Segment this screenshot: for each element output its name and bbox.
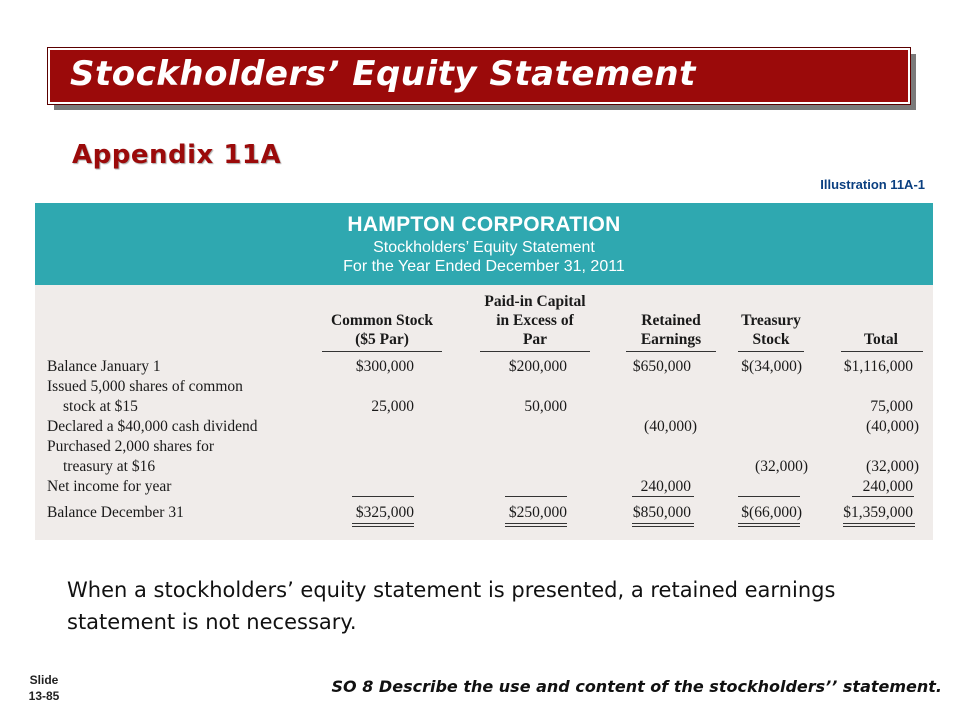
cell-common-stock: 25,000 <box>371 398 414 415</box>
column-heading-paid-in-capital <box>470 292 600 349</box>
subtotal-rule <box>738 496 800 497</box>
column-heading-common-stock <box>317 311 447 349</box>
row-label: Purchased 2,000 shares for <box>47 438 215 455</box>
illustration-reference: Illustration 11A-1 <box>820 177 925 192</box>
equity-statement-figure <box>35 203 933 540</box>
column-heading-total <box>835 330 927 349</box>
cell-total: $1,116,000 <box>843 358 913 375</box>
statement-period: For the Year Ended December 31, 2011 <box>343 258 625 275</box>
column-heading-line: Treasury <box>741 312 801 329</box>
cell-common-stock: $325,000 <box>355 504 414 521</box>
column-heading-line: Earnings <box>640 331 702 348</box>
row-label: Net income for year <box>47 478 172 495</box>
cell-retained-earnings: $650,000 <box>632 358 691 375</box>
cell-common-stock: $300,000 <box>355 358 414 375</box>
column-heading-line: ($5 Par) <box>355 331 409 348</box>
cell-retained-earnings: (40,000) <box>644 418 697 435</box>
row-label: Issued 5,000 shares of common <box>47 378 243 395</box>
column-heading-line: Paid-in Capital <box>484 293 586 310</box>
row-label: treasury at $16 <box>63 458 156 475</box>
row-label: Balance January 1 <box>47 358 161 375</box>
total-double-rule <box>632 523 694 527</box>
column-heading-rule <box>841 351 923 352</box>
column-heading-line: Stock <box>752 331 790 348</box>
cell-total: 75,000 <box>870 398 913 415</box>
cell-retained-earnings: $850,000 <box>632 504 691 521</box>
slide-number-value: 13-85 <box>28 689 60 703</box>
statement-name: Stockholders’ Equity Statement <box>373 239 595 256</box>
subtotal-rule <box>352 496 414 497</box>
total-double-rule <box>843 523 915 527</box>
explanatory-note: When a stockholders’ equity statement is presented, a retained earnings statement is not necessary. <box>67 578 836 634</box>
column-heading-line: Common Stock <box>330 312 434 329</box>
cell-treasury-stock: (32,000) <box>755 458 808 475</box>
total-double-rule <box>505 523 567 527</box>
column-heading-treasury-stock <box>721 311 821 349</box>
column-heading-line: Retained <box>641 312 701 329</box>
column-heading-rule <box>738 351 804 352</box>
total-double-rule <box>352 523 414 527</box>
appendix-heading: Appendix 11A <box>72 140 282 170</box>
column-heading-retained-earnings <box>621 311 721 349</box>
column-heading-rule <box>480 351 590 352</box>
subtotal-rule <box>505 496 567 497</box>
title-bar <box>48 48 910 104</box>
company-name: HAMPTON CORPORATION <box>347 213 621 236</box>
subtotal-rule <box>632 496 694 497</box>
cell-total: (40,000) <box>866 418 919 435</box>
row-label: stock at $15 <box>63 398 138 415</box>
total-double-rule <box>738 523 800 527</box>
statement-header <box>35 203 933 285</box>
column-heading-line: Total <box>864 331 898 348</box>
cell-retained-earnings: 240,000 <box>640 478 691 495</box>
cell-paid-in-capital: 50,000 <box>524 398 567 415</box>
cell-paid-in-capital: $200,000 <box>508 358 567 375</box>
cell-total: (32,000) <box>866 458 919 475</box>
row-label: Declared a $40,000 cash dividend <box>47 418 258 435</box>
cell-total: 240,000 <box>862 478 913 495</box>
column-heading-rule <box>626 351 716 352</box>
slide-number-label: Slide <box>29 673 59 687</box>
cell-treasury-stock: $(34,000) <box>741 358 802 375</box>
cell-paid-in-capital: $250,000 <box>508 504 567 521</box>
cell-treasury-stock: $(66,000) <box>741 504 802 521</box>
slide-title: Stockholders’ Equity Statement <box>70 54 696 94</box>
slide-number <box>12 672 76 704</box>
column-heading-line: in Excess of <box>496 312 574 329</box>
cell-total: $1,359,000 <box>843 504 913 521</box>
column-heading-line: Par <box>522 331 548 348</box>
row-label: Balance December 31 <box>47 504 184 521</box>
study-objective: SO 8 Describe the use and content of the stockholders’’ statement. <box>331 677 942 696</box>
column-heading-rule <box>322 351 442 352</box>
subtotal-rule <box>852 496 914 497</box>
